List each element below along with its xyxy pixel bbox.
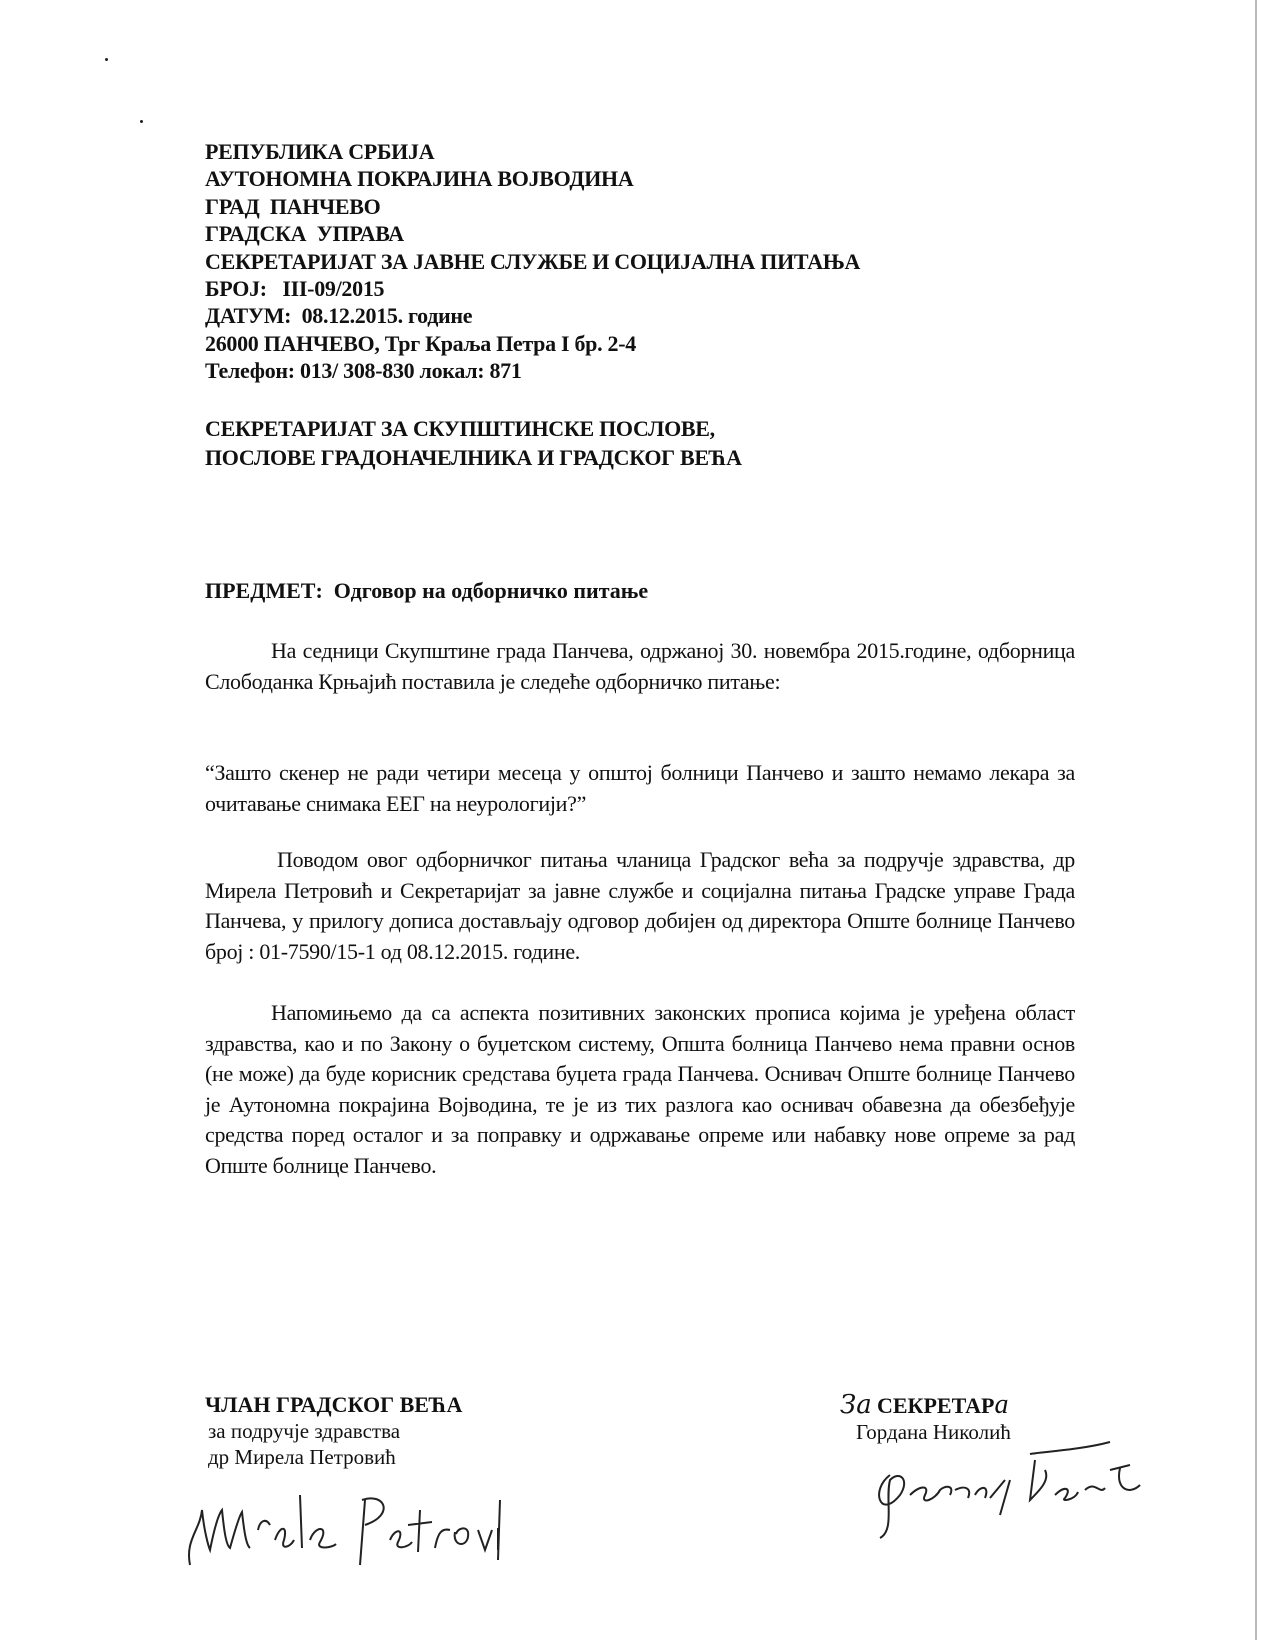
recipient-line: СЕКРЕТАРИЈАТ ЗА СКУПШТИНСКЕ ПОСЛОВЕ,: [205, 416, 715, 441]
signatory-title: ЧЛАН ГРАДСКОГ ВЕЋА: [205, 1392, 463, 1417]
letterhead-line: АУТОНОМНА ПОКРАЈИНА ВОЈВОДИНА: [205, 166, 634, 192]
letterhead: [205, 138, 860, 385]
letterhead-line: СЕКРЕТАРИЈАТ ЗА ЈАВНЕ СЛУЖБЕ И СОЦИЈАЛНА ПИТАЊА: [205, 248, 861, 274]
document-date: ДАТУМ: 08.12.2015. године: [205, 303, 473, 329]
scan-speck: [140, 120, 143, 123]
handwritten-signature-petrovic: [180, 1470, 510, 1580]
paragraph-response: Поводом овог одборничког питања чланица Градског већа за подручје здравства, др Мирела Петровић и Секретаријат за јавне службе и социјална питања Градске управе Града Панчева, у прилогу дописа достављају одговор добијен од директора Опште болнице Панчево број : 01-7590/15-1 од 08.12.2015. године.: [205, 847, 1075, 964]
phone: Телефон: 013/ 308-830 локал: 871: [205, 358, 522, 384]
scan-speck: [105, 58, 108, 61]
handwritten-prefix: За: [840, 1390, 872, 1420]
signatory-title: СЕКРЕТАР: [876, 1393, 995, 1418]
signatory-area: за подручје здравства: [208, 1419, 401, 1443]
signature-block-right: [840, 1389, 1011, 1445]
subject-line: ПРЕДМЕТ: Одговор на одборничко питање: [205, 578, 649, 603]
paragraph-intro: На седници Скупштине града Панчева, одржаној 30. новембра 2015.године, одборница Слободанка Крњајић поставила је следеће одборничко питање:: [205, 638, 1075, 694]
recipient: [205, 414, 742, 472]
handwritten-signature-secretary: [860, 1440, 1230, 1540]
letterhead-line: РЕПУБЛИКА СРБИЈА: [205, 139, 435, 164]
handwritten-suffix: а: [994, 1389, 1009, 1420]
signatory-name: др Мирела Петровић: [208, 1445, 396, 1469]
paragraph-note: Напомињемо да са аспекта позитивних законских прописа којима је уређена област здравства, као и по Закону о буџетском систему, Општа болница Панчево нема правни основ (не може) да буде корисник средстава буџета града Панчева. Оснивач Опште болнице Панчево је Аутономна покрајина Војводина, те је из тих разлога као оснивач обавезна да обезбеђује средства поред осталог и за поправку и одржавање опреме или набавку нове опреме за рад Опште болнице Панчево.: [205, 1000, 1075, 1178]
signatory-name: Гордана Николић: [856, 1420, 1011, 1444]
recipient-line: ПОСЛОВЕ ГРАДОНАЧЕЛНИКА И ГРАДСКОГ ВЕЋА: [205, 445, 742, 470]
document-number: БРОЈ: III-09/2015: [205, 276, 385, 302]
letterhead-line: ГРАД ПАНЧЕВО: [205, 193, 381, 219]
signature-block-left: [205, 1392, 462, 1470]
address: 26000 ПАНЧЕВО, Трг Краља Петра I бр. 2-4: [205, 330, 636, 356]
letterhead-line: ГРАДСКА УПРАВА: [205, 221, 404, 247]
question-quote: “Зашто скенер не ради четири месеца у општој болници Панчево и зашто немамо лекара за очитавање снимака ЕЕГ на неурологији?”: [205, 760, 1075, 816]
